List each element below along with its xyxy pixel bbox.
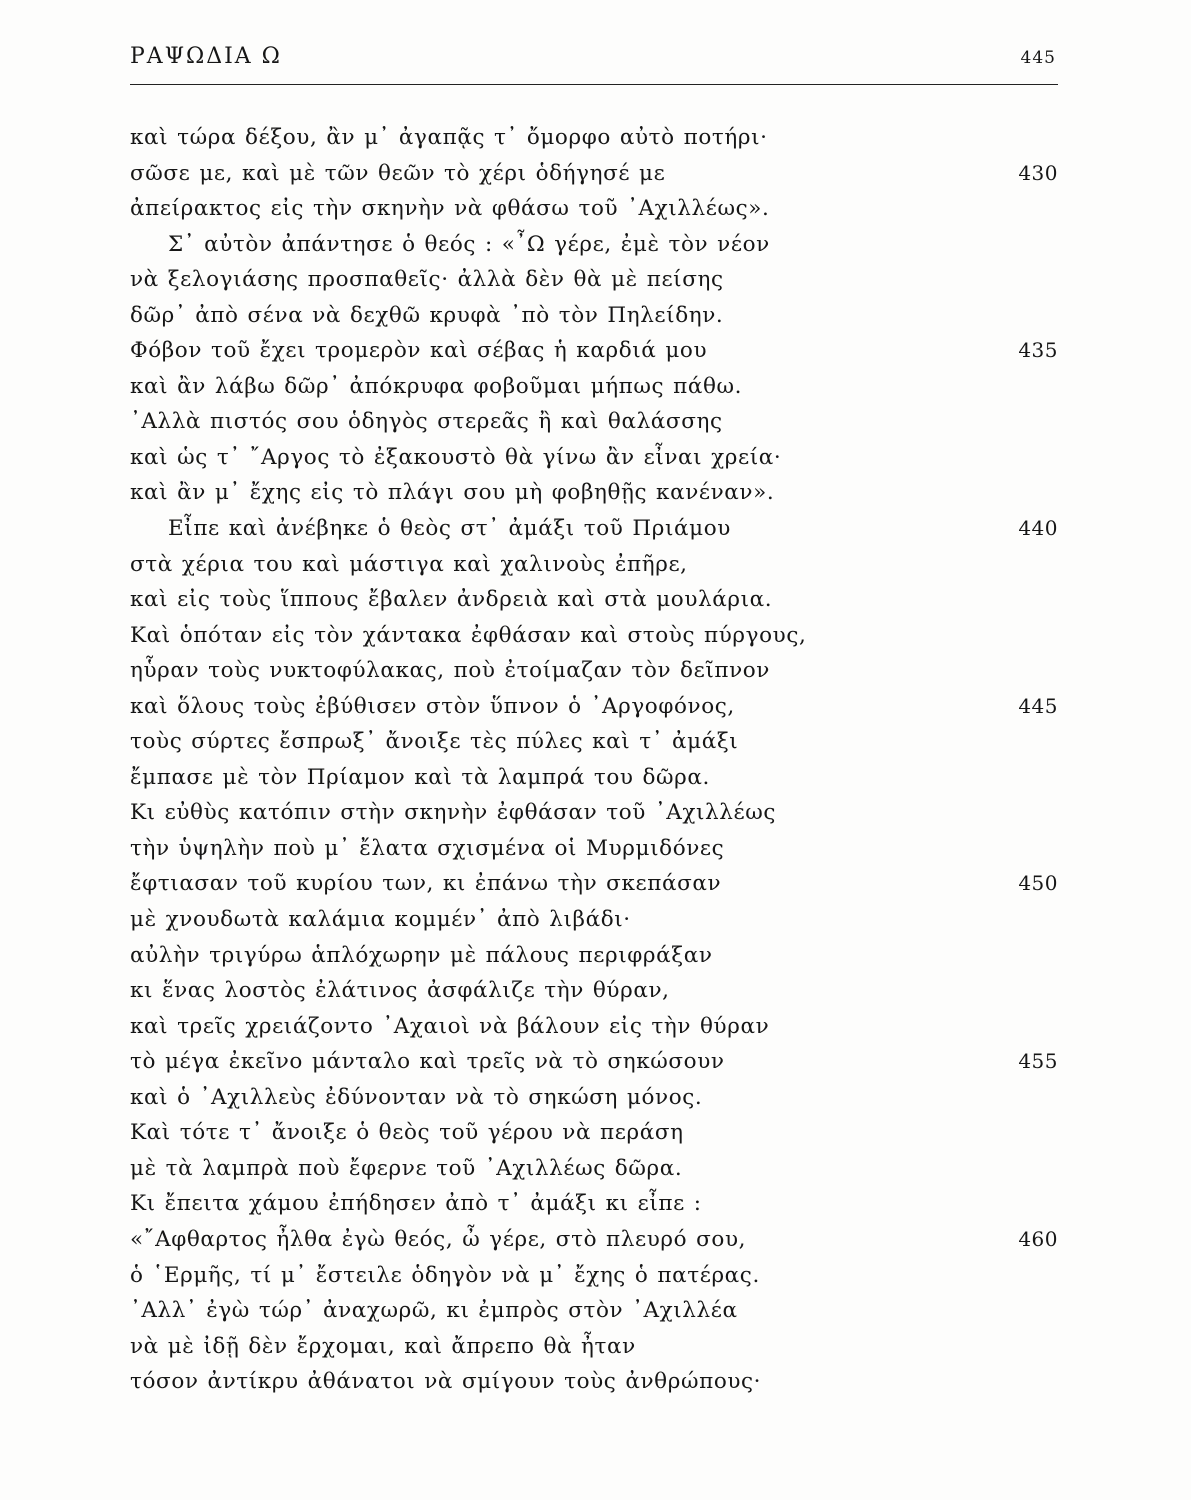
verse-line <box>130 1115 1070 1151</box>
verse-line <box>130 333 1070 369</box>
verse-text: καὶ εἰς τοὺς ἵππους ἔβαλεν ἀνδρειὰ καὶ στὰ μουλάρια. <box>130 587 773 613</box>
verse-text: καὶ τρεῖς χρειάζοντο ᾽Αχαιοὶ νὰ βάλουν εἰς τὴν θύραν <box>130 1013 770 1039</box>
verse-text: δῶρ᾽ ἀπὸ σένα νὰ δεχθῶ κρυφὰ ᾽πὸ τὸν Πηλείδην. <box>130 302 724 328</box>
verse-line <box>130 1151 1070 1187</box>
verse-line <box>130 902 1070 938</box>
verse-text: ἔμπασε μὲ τὸν Πρίαμον καὶ τὰ λαμπρά του δῶρα. <box>130 764 710 790</box>
verse-line <box>130 440 1070 476</box>
verse-line <box>130 156 1070 192</box>
verse-line <box>130 760 1070 796</box>
verse-line <box>130 227 1070 263</box>
verse-line <box>130 1222 1070 1258</box>
line-number: 435 <box>1018 338 1058 363</box>
verse-text: Σ᾽ αὐτὸν ἀπάντησε ὁ θεός : «῏Ω γέρε, ἐμὲ τὸν νέον <box>168 231 770 257</box>
verse-text: νὰ μὲ ἰδῇ δὲν ἔρχομαι, καὶ ἄπρεπο θὰ ἦταν <box>130 1333 636 1359</box>
page-number: 445 <box>1020 48 1056 68</box>
verse-line <box>130 689 1070 725</box>
line-number: 445 <box>1018 693 1058 718</box>
verse-line <box>130 618 1070 654</box>
verse-text: ᾽Αλλὰ πιστός σου ὁδηγὸς στερεᾶς ἢ καὶ θαλάσσης <box>130 409 723 435</box>
verse-text: καὶ τώρα δέξου, ἂν μ᾽ ἀγαπᾷς τ᾽ ὄμορφο αὐτὸ ποτήρι· <box>130 125 768 150</box>
line-number: 450 <box>1018 871 1058 896</box>
verse-line <box>130 653 1070 689</box>
verse-text: στὰ χέρια του καὶ μάστιγα καὶ χαλινοὺς ἐπῆρε, <box>130 551 688 577</box>
verse-text: κι ἕνας λοστὸς ἐλάτινος ἀσφάλιζε τὴν θύραν, <box>130 978 670 1004</box>
verse-text: ηὗραν τοὺς νυκτοφύλακας, ποὺ ἐτοίμαζαν τὸν δεῖπνον <box>130 658 770 684</box>
verse-text: καὶ ὁ ᾽Αχιλλεὺς ἐδύνονταν νὰ τὸ σηκώση μόνος. <box>130 1084 703 1110</box>
verse-text: τὴν ὑψηλὴν ποὺ μ᾽ ἔλατα σχισμένα οἱ Μυρμιδόνες <box>130 835 725 861</box>
line-number: 430 <box>1018 160 1058 185</box>
verse-text: ἔφτιασαν τοῦ κυρίου των, κι ἐπάνω τὴν σκεπάσαν <box>130 871 722 897</box>
verse-line <box>130 724 1070 760</box>
verse-text: ᾽Αλλ᾽ ἐγὼ τώρ᾽ ἀναχωρῶ, κι ἐμπρὸς στὸν ᾽Αχιλλέα <box>130 1298 738 1324</box>
verse-text: μὲ χνουδωτὰ καλάμια κομμέν᾽ ἀπὸ λιβάδι· <box>130 907 631 933</box>
verse-line <box>130 1364 1070 1400</box>
verse-text: καὶ ἂν μ᾽ ἔχης εἰς τὸ πλάγι σου μὴ φοβηθῇς κανέναν». <box>130 480 775 506</box>
verse-text: Κι εὐθὺς κατόπιν στὴν σκηνὴν ἐφθάσαν τοῦ ᾽Αχιλλέως <box>130 800 776 826</box>
verse-line <box>130 1258 1070 1294</box>
verse-line <box>130 547 1070 583</box>
verse-text: ἀπείρακτος εἰς τὴν σκηνὴν νὰ φθάσω τοῦ ᾽Αχιλλέως». <box>130 196 770 222</box>
line-number: 455 <box>1018 1049 1058 1074</box>
verse-line <box>130 475 1070 511</box>
verse-line <box>130 1329 1070 1365</box>
verse-text: καὶ ἂν λάβω δῶρ᾽ ἀπόκρυφα φοβοῦμαι μήπως πάθω. <box>130 373 743 399</box>
verse-text: καὶ ὅλους τοὺς ἐβύθισεν στὸν ὕπνον ὁ ᾽Αργοφόνος, <box>130 693 735 719</box>
verse-line <box>130 262 1070 298</box>
verse-line <box>130 866 1070 902</box>
verse-line <box>130 831 1070 867</box>
verse-text: τόσον ἀντίκρυ ἀθάνατοι νὰ σμίγουν τοὺς ἀνθρώπους· <box>130 1369 762 1395</box>
verse-text: Εἶπε καὶ ἀνέβηκε ὁ θεὸς στ᾽ ἀμάξι τοῦ Πριάμου <box>168 516 731 542</box>
verse-text: ὁ ῾Ερμῆς, τί μ᾽ ἔστειλε ὁδηγὸν νὰ μ᾽ ἔχης ὁ πατέρας. <box>130 1262 760 1288</box>
verse-line <box>130 191 1070 227</box>
verse-text: Καὶ τότε τ᾽ ἄνοιξε ὁ θεὸς τοῦ γέρου νὰ περάση <box>130 1120 684 1146</box>
line-number: 460 <box>1018 1226 1058 1251</box>
running-head: ΡΑΨΩΔΙΑ Ω <box>130 44 282 69</box>
verse-text: νὰ ξελογιάσης προσπαθεῖς· ἀλλὰ δὲν θὰ μὲ πείσης <box>130 267 724 293</box>
verse-line <box>130 1009 1070 1045</box>
verse-line <box>130 369 1070 405</box>
verse-line <box>130 120 1070 156</box>
line-number: 440 <box>1018 516 1058 541</box>
verse-line <box>130 1044 1070 1080</box>
verse-block <box>130 120 1070 1400</box>
verse-text: σῶσε με, καὶ μὲ τῶν θεῶν τὸ χέρι ὁδήγησέ με <box>130 160 666 186</box>
verse-text: μὲ τὰ λαμπρὰ ποὺ ἔφερνε τοῦ ᾽Αχιλλέως δῶρα. <box>130 1155 683 1181</box>
verse-line <box>130 795 1070 831</box>
verse-line <box>130 1080 1070 1116</box>
verse-line <box>130 1186 1070 1222</box>
header-rule <box>130 84 1058 85</box>
verse-text: αὐλὴν τριγύρω ἁπλόχωρην μὲ πάλους περιφράξαν <box>130 942 713 968</box>
verse-line <box>130 511 1070 547</box>
verse-line <box>130 298 1070 334</box>
verse-text: Φόβον τοῦ ἔχει τρομερὸν καὶ σέβας ἡ καρδιά μου <box>130 338 708 364</box>
verse-text: Κι ἔπειτα χάμου ἐπήδησεν ἀπὸ τ᾽ ἀμάξι κι εἶπε : <box>130 1191 702 1217</box>
verse-text: τοὺς σύρτες ἔσπρωξ᾽ ἄνοιξε τὲς πύλες καὶ τ᾽ ἀμάξι <box>130 729 739 755</box>
verse-line <box>130 404 1070 440</box>
verse-line <box>130 938 1070 974</box>
verse-line <box>130 973 1070 1009</box>
verse-text: «῎Αφθαρτος ἦλθα ἐγὼ θεός, ὦ γέρε, στὸ πλευρό σου, <box>130 1226 747 1252</box>
verse-text: Καὶ ὁπόταν εἰς τὸν χάντακα ἐφθάσαν καὶ στοὺς πύργους, <box>130 622 807 648</box>
verse-line <box>130 582 1070 618</box>
verse-text: τὸ μέγα ἐκεῖνο μάνταλο καὶ τρεῖς νὰ τὸ σηκώσουν <box>130 1049 725 1075</box>
verse-text: καὶ ὡς τ᾽ ῎Αργος τὸ ἐξακουστὸ θὰ γίνω ἂν εἶναι χρεία· <box>130 444 782 470</box>
page-header <box>130 44 1058 84</box>
verse-line <box>130 1293 1070 1329</box>
